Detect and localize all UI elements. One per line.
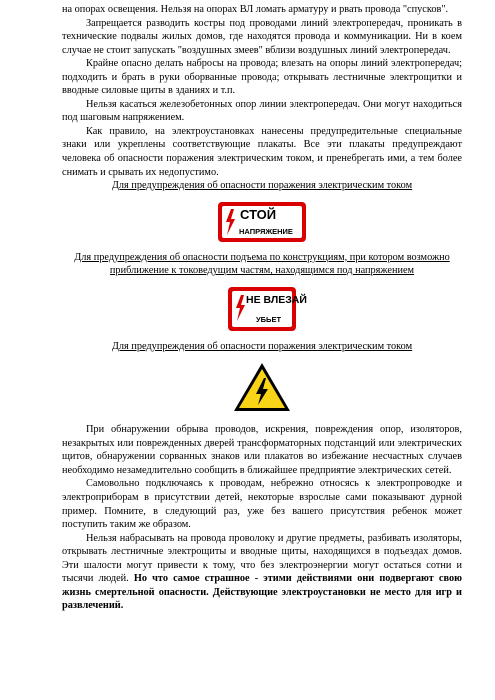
paragraph-report-damage: При обнаружении обрыва проводов, искрения, повреждения опор, изоляторов, незакрытых или поврежденных дверей трансформаторных подстанций или электрических щитов, обнаружении сорванных знаков или плакатов во избежание несчастных случаев необходимо незамедлительно сообщить в ближайшее предприятие электрических сетей. [62, 424, 462, 476]
paragraph-dangerous-actions: Крайне опасно делать набросы на провода; влезать на опоры линий электропередач; подходить и брать в руки оборванные провода; открывать лестничные электрощитки и вводные силовые щиты в зданиях и т.п. [62, 58, 462, 97]
caption-electric-shock-1: Для предупреждения об опасности поражения электрическим током [111, 180, 413, 192]
paragraph-final-bold: Но что самое страшное - этими действиями они подвергают свою жизнь смертельной опасности. Действующие электроустановки не место для игр и развлечений. [62, 573, 462, 612]
paragraph-continuation: на опорах освещения. Нельзя на опорах ВЛ ломать арматуру и рвать провода "спусков". [62, 4, 449, 15]
stop-voltage-sign [218, 202, 306, 242]
sign-text-do-not-climb: НЕ ВЛЕЗАЙ [246, 293, 307, 306]
caption-climbing-danger: Для предупреждения об опасности подъема по конструкциям, при котором возможно приближение к токоведущим частям, находящимся под напряжением [74, 251, 450, 277]
paragraph-bad-example: Самовольно подключаясь к проводам, небрежно относясь к электропроводке и электроприборам в присутствии детей, некоторые взрослые сами показывают дурной пример. Помните, в следующий раз, уже без вашего присутствия ребенок может поступить таким же образом. [62, 478, 462, 531]
paragraph-concrete-poles: Нельзя касаться железобетонных опор линии электропередач. Они могут находиться под шаговым напряжением. [62, 98, 462, 124]
sign-text-stop: СТОЙ [240, 206, 277, 222]
warning-triangle-icon [232, 361, 292, 413]
lightning-bolt-icon [224, 209, 236, 235]
caption-electric-shock-2: Для предупреждения об опасности поражения электрическим током [111, 340, 413, 352]
lightning-bolt-icon [234, 295, 246, 321]
paragraph-fires: Запрещается разводить костры под проводами линий электропередач, проникать в технические подвалы жилых домов, где находятся провода и коммуникации. Ни в коем случае не стоит запускать "воздушных змеев" вблизи воздушных линий электропередач. [62, 17, 462, 56]
paragraph-warning-signs: Как правило, на электроустановках нанесены предупредительные специальные знаки или укреплены соответствующие плакаты. Все эти плакаты предупреждают человека об опасности поражения электрическим током, и пренебрегать ими, а тем более снимать и срывать их недопустимо. [62, 125, 462, 178]
do-not-climb-sign [228, 287, 307, 331]
paragraph-final [62, 532, 462, 613]
document-page [62, 3, 462, 613]
sign-text-kills: УБЬЕТ [256, 314, 282, 324]
paragraph-final-text: Нельзя набрасывать на провода проволоку и другие предметы, разбивать изоляторы, открывать лестничные электрощиты и вводные щиты, находящихся в подъездах домов. Эти шалости могут привести к тому, что без электроэнергии могут остаться сотни и тысячи людей. [62, 532, 462, 585]
sign-text-voltage: НАПРЯЖЕНИЕ [239, 226, 293, 236]
